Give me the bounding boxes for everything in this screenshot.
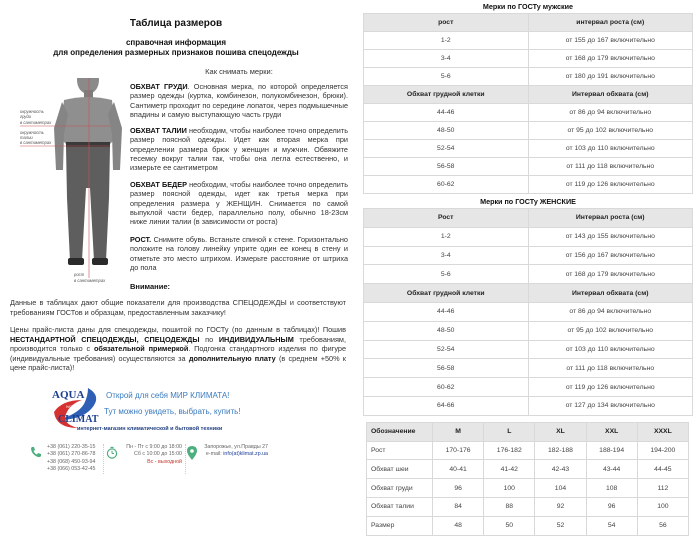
table-row: Размер 48 50 52 54 56 [367,516,689,535]
subtitle-line-1: справочная информация [125,38,226,47]
slogan-line-1: Открой для себя МИР КЛИМАТА! [106,391,230,400]
header-cell: Обхват грудной клетки [364,86,529,104]
header-cell: XXL [586,422,637,441]
phone-number[interactable]: +38 (061) 220-35-15 [47,444,96,450]
svg-text:AQUA: AQUA [52,389,85,401]
table-row: 48-50 от 95 до 102 включительно [364,122,693,140]
svg-text:груди: груди [20,114,31,119]
women-table-caption: Мерки по ГОСТу ЖЕНСКИЕ [480,197,576,206]
hips-measurement-section [130,180,348,226]
table-row: Обхват шеи 40-41 41-42 42-43 43-44 44-45 [367,460,689,479]
address: Запорожье, ул.Правды 27 [204,444,268,450]
table-row: 5-6 от 168 до 179 включительно [364,265,693,284]
phone-number[interactable]: +38 (061) 270-86-78 [47,451,96,458]
day-off: Вс - выходной [147,458,182,465]
chest-heading: ОБХВАТ ГРУДИ [130,82,188,91]
header-cell: Интервал обхвата (см) [528,284,693,303]
men-size-table [363,13,693,194]
waist-measurement-section [130,126,348,172]
header-cell: рост [364,14,529,32]
svg-text:в сантиметрах: в сантиметрах [20,140,52,145]
header-cell: Обхват грудной клетки [364,284,529,303]
header-cell: L [484,422,535,441]
table-row: 64-66 от 127 до 134 включительно [364,396,693,415]
svg-text:world: world [66,405,78,410]
women-size-table [363,208,693,416]
gost-note: Данные в таблицах дают общие показатели для производства СПЕЦОДЕЖДЫ и соответствуют требованиям ГОСТов и образцам, предоставленным заказчику! [10,298,346,317]
phone-number[interactable]: +38 (066) 053-42-45 [47,465,96,472]
chest-measurement-section [130,82,348,119]
phone-list [47,444,95,473]
pricing-note: Цены прайс-листа даны для спецодежды, пошитой по ГОСТу (по данным в таблицах)! Пошив НЕСТАНДАРТНОЙ СПЕЦОДЕЖДЫ, СПЕЦОДЕЖДЫ по ИНДИВИДУАЛЬНЫМ требованиям, производится только с обязательной примеркой. Подгонка стандартного изделия по фигуре (индивидуальные требования) осуществляются за дополнительную плату (в среднем +50% к цене прайс-листа)! [10,325,346,372]
table-row: 56-58 от 111 до 118 включительно [364,359,693,378]
hips-text: необходим, чтобы наиболее точно определить размер поясной одежды, идет как третья мерка при определения размера у ЖЕНЩИН. Снимается по самой выпуклой части бедер, параллельно полу, обычно 18-23см ниже линии талии (в зависимости от роста) [130,180,348,227]
svg-text:окружность: окружность [20,130,44,135]
location-pin-icon [187,446,197,460]
phone-number[interactable]: +38 (068) 450-93-94 [47,458,96,465]
table-header-row [364,14,693,32]
svg-text:окружность: окружность [20,109,44,114]
attention-heading: Внимание: [130,282,170,291]
contacts-divider [103,444,104,474]
left-column [0,0,352,499]
height-heading: РОСТ. [130,235,152,244]
header-cell: Рост [364,209,529,228]
table-row: 52-54 от 103 до 110 включительно [364,140,693,158]
hips-heading: ОБХВАТ БЕДЕР [130,180,187,189]
table-header-row [367,422,689,441]
contacts-divider [185,444,186,474]
svg-text:рост: рост [74,272,85,277]
table-header-row [364,284,693,303]
table-row: Обхват груди 96 100 104 108 112 [367,479,689,498]
shop-tagline: интернет-магазин климатической и бытовой техники [77,426,223,432]
table-row: 56-58 от 111 до 118 включительно [364,158,693,176]
right-column [363,0,693,530]
subtitle-line-2: для определения размерных признаков пошива спецодежды [53,48,299,57]
weekday-hours: Пн - Пт с 9:00 до 18:00 [126,444,182,450]
table-row: Обхват талии 84 88 92 96 100 [367,497,689,516]
table-row: 5-6 от 180 до 191 включительно [364,68,693,86]
waist-heading: ОБХВАТ ТАЛИИ [130,126,187,135]
svg-text:CLIMAT: CLIMAT [58,414,99,425]
header-cell: Интервал роста (см) [528,209,693,228]
header-cell: XXXL [637,422,688,441]
height-text: Снимите обувь. Встаньте спиной к стене. Горизонтально положите на голову линейку уприте один ее конец в стену и отметьте это место штрихом. Измерьте расстояние от штриха до пола [130,235,348,272]
clock-icon [106,446,118,459]
header-cell: интервал роста (см) [528,14,693,32]
table-row: 44-46 от 86 до 94 включительно [364,302,693,321]
table-row: 3-4 от 168 до 179 включительно [364,50,693,68]
table-row: 44-46 от 86 до 94 включительно [364,104,693,122]
header-cell: Обозначение [367,422,433,441]
table-header-row [364,86,693,104]
table-row: 52-54 от 103 до 110 включительно [364,340,693,359]
address-block [198,444,268,459]
man-figure-illustration [0,78,125,288]
header-cell: Интервал обхвата (см) [528,86,693,104]
slogan-line-2: Тут можно увидеть, выбрать, купить! [104,407,241,416]
table-row: 1-2 от 155 до 167 включительно [364,32,693,50]
table-row: 60-62 от 119 до 126 включительно [364,378,693,397]
men-table-caption: Мерки по ГОСТу мужские [482,2,574,11]
email-label: e-mail: [205,451,222,458]
svg-text:талии: талии [20,135,33,140]
aqua-climat-logo[interactable] [48,386,100,430]
phone-icon [30,446,42,458]
table-row: 48-50 от 95 до 102 включительно [364,321,693,340]
letter-size-table [366,422,689,536]
height-measurement-section [130,235,348,272]
how-to-measure-heading: Как снимать мерки: [205,67,273,76]
table-row: Рост 170-176 176-182 182-188 188-194 194-200 [367,441,689,460]
waist-text: необходим, чтобы наиболее точно определить размер поясной одежды. Идет как вторая мерка при определении размера брюк у женщин и мужчин. Обвяжите тесемку вокруг талии так, чтобы она легла естественно, и измерьте ее сантиметром [130,126,348,173]
table-header-row [364,209,693,228]
header-cell: XL [535,422,586,441]
page-subtitle [0,38,352,58]
working-hours [122,444,182,466]
email-link[interactable]: info(at)klimat.zp.ua [223,451,268,458]
page-title: Таблица размеров [129,18,223,29]
svg-text:в сантиметрах: в сантиметрах [74,278,106,283]
header-cell: M [433,422,484,441]
table-row: 3-4 от 156 до 167 включительно [364,246,693,265]
table-row: 1-2 от 143 до 155 включительно [364,227,693,246]
table-row: 60-62 от 119 до 126 включительно [364,176,693,194]
measurement-figure [0,78,125,288]
chest-text: . Основная мерка, по которой определяется размер одежды (куртка, комбинезон, полукомбинезон, брюки). Сантиметр проходит по середине лопаток, через подмышечные впадины и самую выступающую часть груди [130,82,348,119]
svg-text:в сантиметрах: в сантиметрах [20,120,52,125]
saturday-hours: Сб с 10:00 до 15:00 [134,451,182,458]
